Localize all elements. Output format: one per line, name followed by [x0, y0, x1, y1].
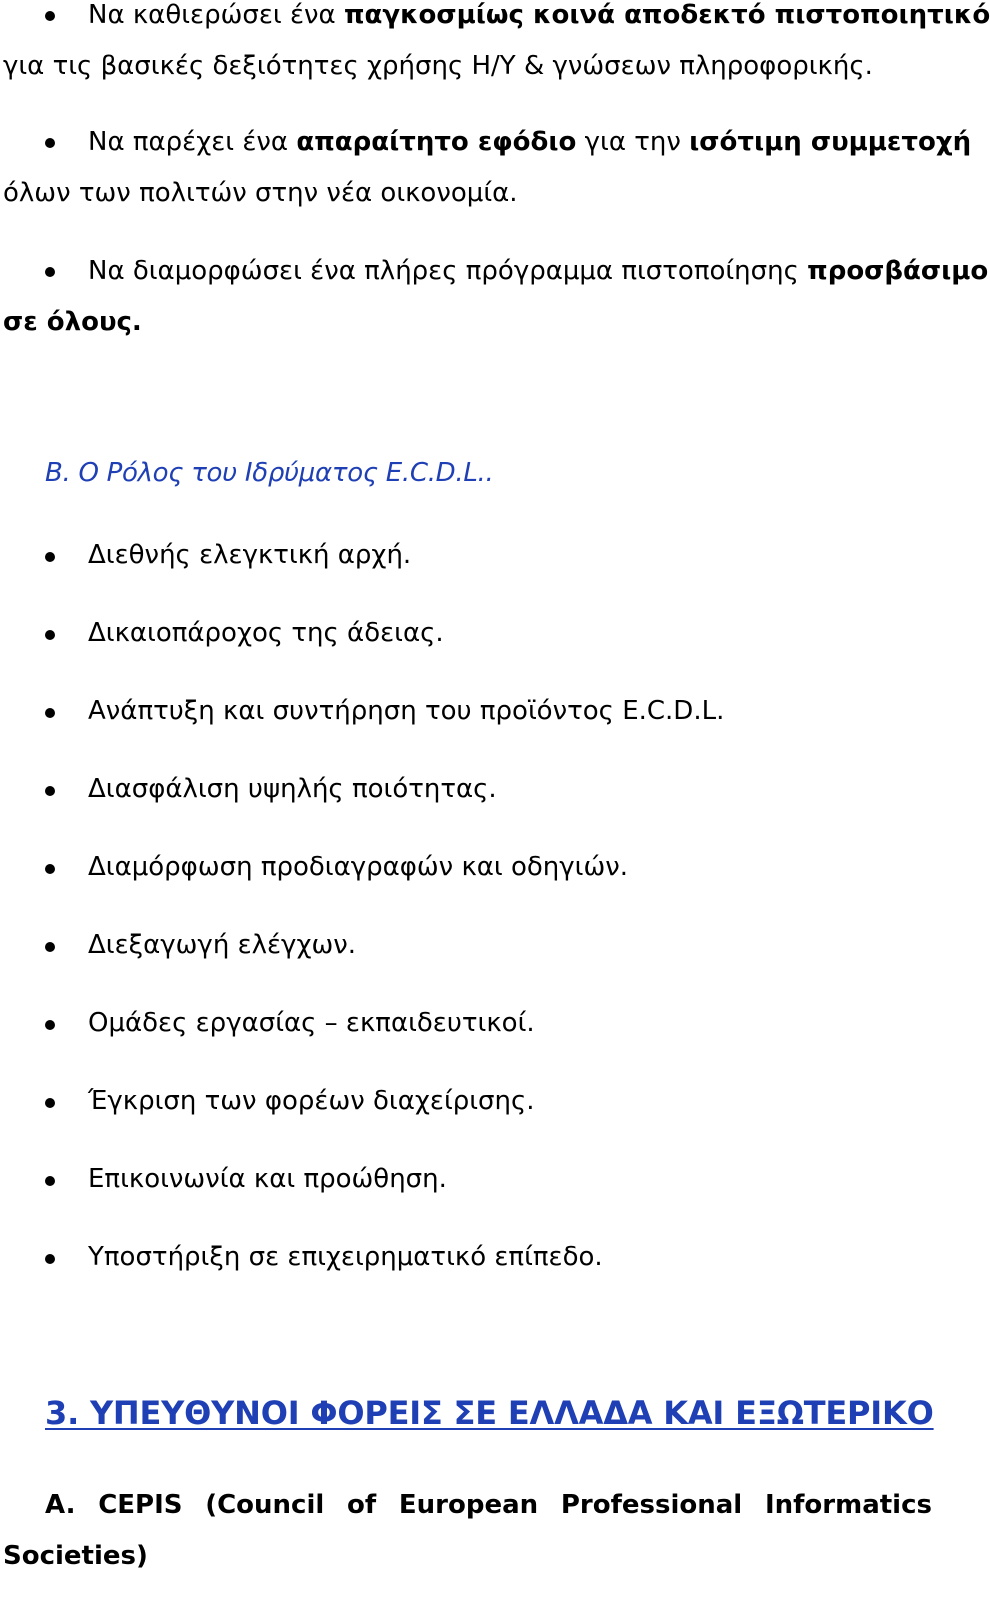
list-item: Έγκριση των φορέων διαχείρισης. — [0, 1078, 960, 1156]
section-3-heading: 3. ΥΠΕΥΘΥΝΟΙ ΦΟΡΕΙΣ ΣΕ ΕΛΛΑΔΑ ΚΑΙ ΕΞΩΤΕΡΙΚΟ — [45, 1394, 934, 1432]
list-item: Υποστήριξη σε επιχειρηματικό επίπεδο. — [0, 1234, 960, 1312]
bullet-icon — [45, 708, 55, 718]
list-item: Δικαιοπάροχος της άδειας. — [0, 610, 960, 688]
bullet-icon — [45, 1254, 55, 1264]
bullet-icon — [45, 11, 55, 21]
bullet-icon — [45, 630, 55, 640]
bullet-icon — [45, 942, 55, 952]
list-item: Ομάδες εργασίας – εκπαιδευτικοί. — [0, 1000, 960, 1078]
list-item: Επικοινωνία και προώθηση. — [0, 1156, 960, 1234]
bullet-icon — [45, 786, 55, 796]
cepis-heading: A. CEPIS (Council of European Professional Informatics Societies) — [3, 1490, 932, 1571]
list-item: Διεξαγωγή ελέγχων. — [0, 922, 960, 1000]
list-item: Διασφάλιση υψηλής ποιότητας. — [0, 766, 960, 844]
intro-bullet-1: Να καθιερώσει ένα παγκοσμίως κοινά αποδεκτό πιστοποιητικό για τις βασικές δεξιότητες χρήσης Η/Υ & γνώσεων πληροφορικής. — [3, 0, 990, 81]
bullet-icon — [45, 552, 55, 562]
bullet-icon — [45, 138, 55, 148]
list-item: Διαμόρφωση προδιαγραφών και οδηγιών. — [0, 844, 960, 922]
bullet-icon — [45, 1176, 55, 1186]
bullet-icon — [45, 864, 55, 874]
role-list — [0, 532, 960, 1312]
bullet-icon — [45, 1098, 55, 1108]
bullet-icon — [45, 1020, 55, 1030]
intro-bullet-3: Να διαμορφώσει ένα πλήρες πρόγραμμα πιστοποίησης προσβάσιμο σε όλους. — [3, 256, 989, 337]
intro-bullet-2: Να παρέχει ένα απαραίτητο εφόδιο για την ισότιμη συμμετοχή όλων των πολιτών στην νέα οικονομία. — [3, 127, 972, 208]
list-item: Ανάπτυξη και συντήρηση του προϊόντος E.C.D.L. — [0, 688, 960, 766]
bullet-icon — [45, 267, 55, 277]
section-b-title: Β. Ο Ρόλος του Ιδρύματος E.C.D.L.. — [45, 458, 494, 488]
list-item: Διεθνής ελεγκτική αρχή. — [0, 532, 960, 610]
